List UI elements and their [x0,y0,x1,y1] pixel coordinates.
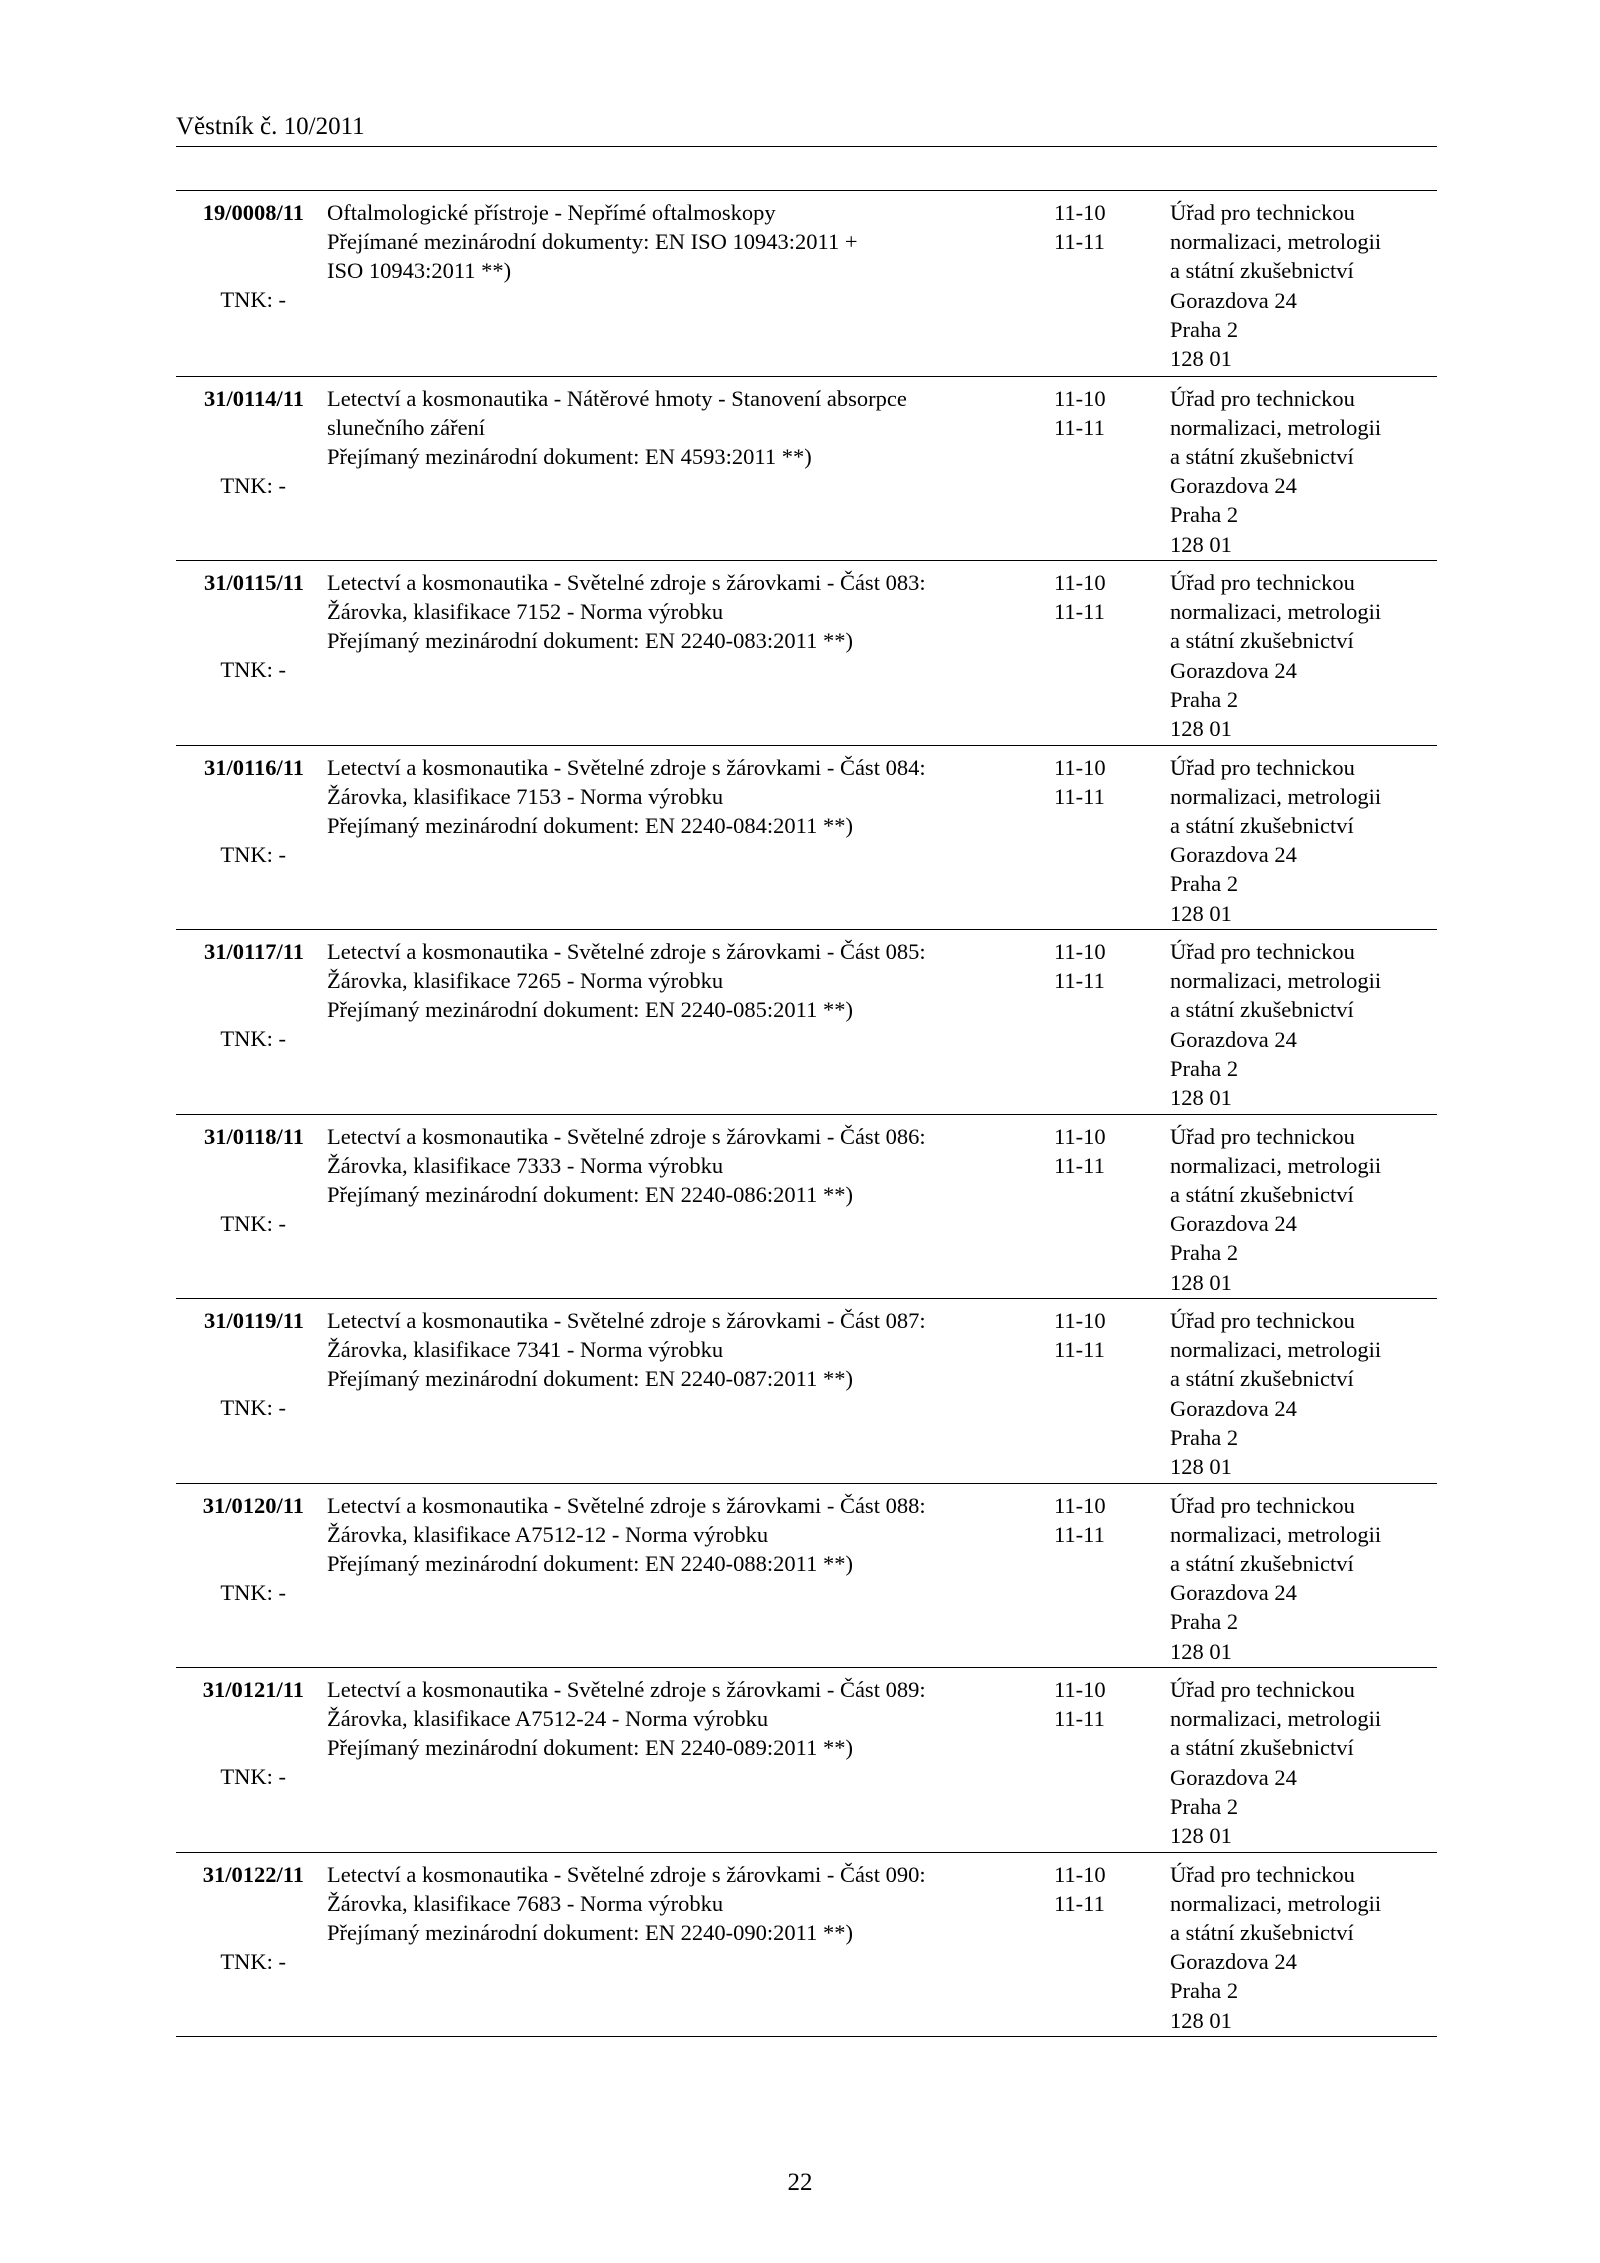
office-line: 128 01 [1170,531,1232,557]
standard-dates [1054,1306,1134,1364]
office-line: Úřad pro technickou [1170,570,1355,595]
description-line: Přejímaný mezinárodní dokument: EN 2240-087:2011 **) [327,1366,853,1392]
tnk-label: TNK: - [220,1026,286,1051]
office-line: a státní zkušebnictví [1170,1919,1354,1945]
date-line: 11-10 [1054,939,1106,964]
standard-code: 31/0115/11 [203,570,304,595]
standard-code: 31/0120/11 [202,1492,304,1518]
office-line: Úřad pro technickou [1170,939,1355,964]
standard-dates [1054,937,1134,995]
tnk-label: TNK: - [220,657,286,682]
office-line: Gorazdova 24 [1170,657,1297,683]
standard-description [327,937,926,1025]
page-header [176,112,1437,147]
issuing-office [1170,937,1437,1112]
page-number: 22 [787,2169,813,2196]
date-line: 11-11 [1054,599,1105,625]
standard-description [327,1122,926,1210]
office-line: normalizaci, metrologii [1170,1337,1382,1363]
table-row [176,1483,1437,1668]
table-row [176,376,1437,561]
office-line: Gorazdova 24 [1170,1211,1297,1237]
date-line: 11-10 [1054,1123,1106,1149]
description-line: Žárovka, klasifikace 7265 - Norma výrobku [327,968,724,994]
office-line: 128 01 [1170,2007,1232,2033]
standard-dates [1054,198,1134,256]
office-line: Gorazdova 24 [1170,1764,1297,1790]
standard-description [327,753,926,841]
standard-code: 19/0008/11 [202,200,304,225]
standards-table [176,190,1437,2037]
tnk-label: TNK: - [220,841,286,867]
description-line: Letectví a kosmonautika - Světelné zdroje s žárovkami - Část 084: [327,754,926,780]
date-line: 11-10 [1054,200,1106,225]
office-line: 128 01 [1170,1269,1232,1295]
date-line: 11-10 [1054,1308,1106,1333]
issuing-office [1170,384,1437,559]
office-line: Praha 2 [1170,502,1239,528]
description-line: Žárovka, klasifikace 7152 - Norma výrobku [327,599,724,625]
issuing-office [1170,198,1437,373]
office-line: Praha 2 [1170,1978,1239,2004]
standard-code: 31/0114/11 [203,385,304,411]
office-line: a státní zkušebnictví [1170,1366,1354,1392]
office-line: normalizaci, metrologii [1170,783,1382,809]
office-line: Úřad pro technickou [1170,1677,1355,1702]
office-line: Úřad pro technickou [1170,1308,1355,1333]
office-line: Praha 2 [1170,686,1239,712]
office-line: a státní zkušebnictví [1170,1181,1354,1207]
description-line: Žárovka, klasifikace 7333 - Norma výrobku [327,1152,724,1178]
office-line: 128 01 [1170,1638,1232,1664]
standard-dates [1054,1675,1134,1733]
office-line: a státní zkušebnictví [1170,443,1354,469]
date-line: 11-11 [1054,1521,1105,1547]
description-line: Letectví a kosmonautika - Světelné zdroje s žárovkami - Část 087: [327,1308,926,1333]
office-line: Praha 2 [1170,1424,1239,1450]
office-line: normalizaci, metrologii [1170,1152,1382,1178]
tnk-label: TNK: - [220,1395,286,1420]
description-line: Přejímaný mezinárodní dokument: EN 4593:2011 **) [327,443,812,469]
standard-description [327,198,858,286]
description-line: Letectví a kosmonautika - Světelné zdroje s žárovkami - Část 090: [327,1861,926,1887]
issuing-office [1170,1306,1437,1481]
office-line: normalizaci, metrologii [1170,968,1382,994]
standard-code: 31/0121/11 [202,1677,304,1702]
description-line: Žárovka, klasifikace 7683 - Norma výrobku [327,1890,724,1916]
office-line: Gorazdova 24 [1170,842,1297,868]
office-line: normalizaci, metrologii [1170,229,1382,255]
standard-dates [1054,1491,1134,1549]
publication-title: Věstník č. 10/2011 [176,113,365,140]
description-line: Letectví a kosmonautika - Světelné zdroje s žárovkami - Část 085: [327,939,926,964]
office-line: a státní zkušebnictví [1170,1735,1354,1761]
standard-code: 31/0119/11 [203,1308,304,1333]
issuing-office [1170,568,1437,743]
standard-description [327,1491,926,1579]
tnk-label: TNK: - [220,1579,286,1605]
description-line: Přejímaný mezinárodní dokument: EN 2240-086:2011 **) [327,1181,853,1207]
office-line: Úřad pro technickou [1170,1492,1355,1518]
office-line: 128 01 [1170,346,1232,372]
office-line: 128 01 [1170,1823,1232,1849]
table-row [176,745,1437,930]
office-line: Gorazdova 24 [1170,1580,1297,1606]
tnk-label: TNK: - [220,472,286,498]
date-line: 11-11 [1054,414,1105,440]
description-line: Žárovka, klasifikace 7153 - Norma výrobku [327,783,724,809]
table-row [176,191,1437,376]
standard-code: 31/0122/11 [202,1861,304,1887]
standard-dates [1054,753,1134,811]
tnk-label: TNK: - [220,287,286,312]
office-line: 128 01 [1170,716,1232,742]
date-line: 11-11 [1054,1890,1105,1916]
description-line: Přejímaný mezinárodní dokument: EN 2240-085:2011 **) [327,997,853,1023]
office-line: Praha 2 [1170,1055,1239,1081]
office-line: 128 01 [1170,1085,1232,1111]
office-line: Gorazdova 24 [1170,473,1297,499]
description-line: Letectví a kosmonautika - Světelné zdroje s žárovkami - Část 086: [327,1123,926,1149]
tnk-label: TNK: - [220,1764,286,1789]
office-line: Praha 2 [1170,1609,1239,1635]
office-line: Úřad pro technickou [1170,1861,1355,1887]
office-line: Praha 2 [1170,871,1239,897]
office-line: Úřad pro technickou [1170,385,1355,411]
description-line: Přejímaný mezinárodní dokument: EN 2240-083:2011 **) [327,628,853,654]
description-line: ISO 10943:2011 **) [327,258,512,284]
standard-dates [1054,384,1134,442]
office-line: normalizaci, metrologii [1170,1890,1382,1916]
date-line: 11-11 [1054,1152,1105,1178]
standard-description [327,1860,926,1948]
description-line: Žárovka, klasifikace 7341 - Norma výrobku [327,1337,724,1363]
description-line: Žárovka, klasifikace A7512-24 - Norma výrobku [327,1706,769,1732]
issuing-office [1170,1675,1437,1850]
date-line: 11-11 [1054,1706,1105,1732]
standard-dates [1054,1860,1134,1918]
description-line: Letectví a kosmonautika - Světelné zdroje s žárovkami - Část 088: [327,1492,926,1518]
standard-description [327,384,907,472]
standard-code: 31/0118/11 [203,1123,304,1149]
description-line: Oftalmologické přístroje - Nepřímé oftalmoskopy [327,200,776,225]
table-row [176,1298,1437,1483]
date-line: 11-10 [1054,1861,1106,1887]
office-line: Úřad pro technickou [1170,200,1355,225]
office-line: 128 01 [1170,900,1232,926]
issuing-office [1170,1491,1437,1666]
office-line: a státní zkušebnictví [1170,812,1354,838]
office-line: Gorazdova 24 [1170,287,1297,313]
tnk-label: TNK: - [220,1210,286,1236]
office-line: Gorazdova 24 [1170,1026,1297,1052]
office-line: normalizaci, metrologii [1170,1521,1382,1547]
date-line: 11-10 [1054,754,1106,780]
office-line: normalizaci, metrologii [1170,414,1382,440]
office-line: a státní zkušebnictví [1170,258,1354,284]
office-line: Praha 2 [1170,316,1239,342]
date-line: 11-11 [1054,1337,1105,1363]
date-line: 11-11 [1054,783,1105,809]
office-line: Gorazdova 24 [1170,1395,1297,1421]
table-row [176,1852,1437,2037]
description-line: Přejímaný mezinárodní dokument: EN 2240-088:2011 **) [327,1550,853,1576]
standard-dates [1054,1122,1134,1180]
description-line: Přejímané mezinárodní dokumenty: EN ISO 10943:2011 + [327,229,858,255]
description-line: Přejímaný mezinárodní dokument: EN 2240-089:2011 **) [327,1735,853,1761]
office-line: 128 01 [1170,1454,1232,1480]
description-line: Letectví a kosmonautika - Nátěrové hmoty - Stanovení absorpce [327,385,907,411]
description-line: Letectví a kosmonautika - Světelné zdroje s žárovkami - Část 083: [327,570,926,595]
description-line: Žárovka, klasifikace A7512-12 - Norma výrobku [327,1521,769,1547]
office-line: Gorazdova 24 [1170,1949,1297,1975]
standard-code: 31/0117/11 [203,939,304,964]
description-line: slunečního záření [327,414,486,440]
issuing-office [1170,1122,1437,1297]
office-line: a státní zkušebnictví [1170,628,1354,654]
office-line: Úřad pro technickou [1170,754,1355,780]
description-line: Letectví a kosmonautika - Světelné zdroje s žárovkami - Část 089: [327,1677,926,1702]
date-line: 11-10 [1054,1492,1106,1518]
date-line: 11-11 [1054,229,1105,255]
table-row [176,929,1437,1114]
date-line: 11-11 [1054,968,1105,994]
description-line: Přejímaný mezinárodní dokument: EN 2240-090:2011 **) [327,1919,853,1945]
standard-description [327,1306,926,1394]
description-line: Přejímaný mezinárodní dokument: EN 2240-084:2011 **) [327,812,853,838]
issuing-office [1170,1860,1437,2035]
standard-code: 31/0116/11 [203,754,304,780]
office-line: Úřad pro technickou [1170,1123,1355,1149]
table-row [176,1114,1437,1299]
office-line: a státní zkušebnictví [1170,1550,1354,1576]
table-row [176,560,1437,745]
table-row [176,1667,1437,1852]
date-line: 11-10 [1054,385,1106,411]
standard-description [327,1675,926,1763]
tnk-label: TNK: - [220,1948,286,1974]
issuing-office [1170,753,1437,928]
date-line: 11-10 [1054,570,1106,595]
office-line: Praha 2 [1170,1793,1239,1819]
standard-dates [1054,568,1134,626]
office-line: normalizaci, metrologii [1170,599,1382,625]
office-line: Praha 2 [1170,1240,1239,1266]
standard-description [327,568,926,656]
office-line: a státní zkušebnictví [1170,997,1354,1023]
date-line: 11-10 [1054,1677,1106,1702]
office-line: normalizaci, metrologii [1170,1706,1382,1732]
